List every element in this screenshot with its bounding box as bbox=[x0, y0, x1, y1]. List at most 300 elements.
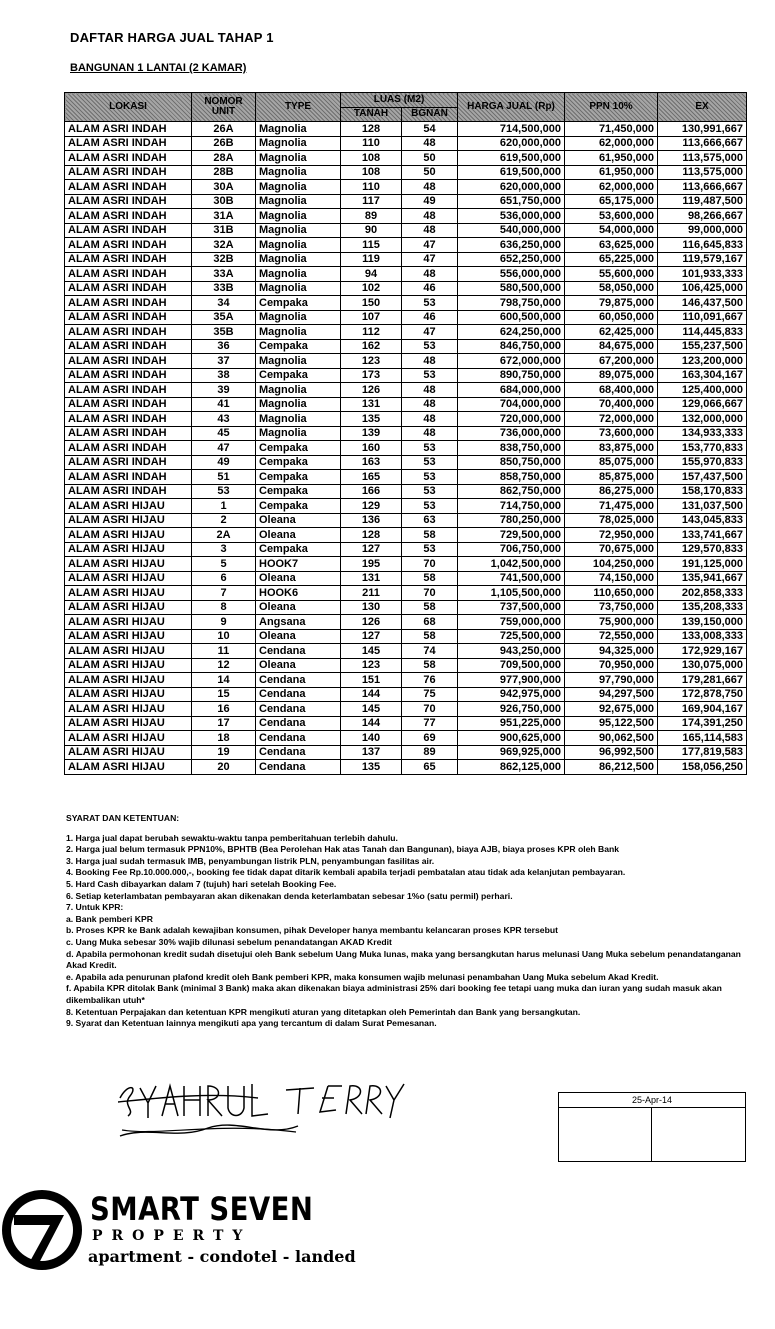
nomor-unit-cell: 11 bbox=[192, 644, 256, 659]
nomor-unit-cell: 35B bbox=[192, 325, 256, 340]
table-row bbox=[65, 731, 747, 746]
lokasi-cell: ALAM ASRI HIJAU bbox=[65, 528, 192, 543]
nomor-unit-cell: 16 bbox=[192, 702, 256, 717]
bgnan-cell: 70 bbox=[402, 557, 458, 572]
type-cell: Oleana bbox=[256, 528, 341, 543]
harga-jual-cell: 536,000,000 bbox=[458, 209, 565, 224]
nomor-unit-cell: 30A bbox=[192, 180, 256, 195]
type-cell: Magnolia bbox=[256, 354, 341, 369]
type-cell: Cendana bbox=[256, 716, 341, 731]
ppn-cell: 73,600,000 bbox=[565, 426, 658, 441]
ex-cell: 114,445,833 bbox=[658, 325, 747, 340]
ppn-cell: 96,992,500 bbox=[565, 745, 658, 760]
harga-jual-cell: 1,042,500,000 bbox=[458, 557, 565, 572]
nomor-unit-cell: 2A bbox=[192, 528, 256, 543]
brand-name: SMART SEVEN bbox=[90, 1190, 314, 1228]
harga-jual-cell: 620,000,000 bbox=[458, 136, 565, 151]
table-row bbox=[65, 238, 747, 253]
tanah-cell: 135 bbox=[341, 760, 402, 775]
tanah-cell: 117 bbox=[341, 194, 402, 209]
type-cell: Magnolia bbox=[256, 325, 341, 340]
lokasi-cell: ALAM ASRI INDAH bbox=[65, 122, 192, 137]
type-cell: Angsana bbox=[256, 615, 341, 630]
ppn-cell: 89,075,000 bbox=[565, 368, 658, 383]
ppn-cell: 86,275,000 bbox=[565, 484, 658, 499]
bgnan-cell: 69 bbox=[402, 731, 458, 746]
lokasi-cell: ALAM ASRI HIJAU bbox=[65, 571, 192, 586]
lokasi-cell: ALAM ASRI INDAH bbox=[65, 426, 192, 441]
ppn-cell: 79,875,000 bbox=[565, 296, 658, 311]
tanah-cell: 128 bbox=[341, 122, 402, 137]
ex-cell: 177,819,583 bbox=[658, 745, 747, 760]
table-row bbox=[65, 180, 747, 195]
ex-cell: 113,666,667 bbox=[658, 136, 747, 151]
type-cell: Cendana bbox=[256, 673, 341, 688]
date-box bbox=[558, 1092, 746, 1162]
ex-cell: 158,056,250 bbox=[658, 760, 747, 775]
nomor-unit-cell: 5 bbox=[192, 557, 256, 572]
harga-jual-cell: 850,750,000 bbox=[458, 455, 565, 470]
terms-item: 1. Harga jual dapat berubah sewaktu-waktu tanpa pemberitahuan terlebih dahulu. bbox=[66, 832, 398, 843]
harga-jual-cell: 720,000,000 bbox=[458, 412, 565, 427]
ppn-cell: 72,000,000 bbox=[565, 412, 658, 427]
header-tanah: TANAH bbox=[341, 107, 402, 122]
terms-section bbox=[66, 813, 756, 1030]
table-row bbox=[65, 528, 747, 543]
table-row bbox=[65, 426, 747, 441]
nomor-unit-cell: 47 bbox=[192, 441, 256, 456]
table-row bbox=[65, 441, 747, 456]
table-row bbox=[65, 165, 747, 180]
ex-cell: 113,575,000 bbox=[658, 165, 747, 180]
ppn-cell: 61,950,000 bbox=[565, 151, 658, 166]
ppn-cell: 67,200,000 bbox=[565, 354, 658, 369]
bgnan-cell: 89 bbox=[402, 745, 458, 760]
nomor-unit-cell: 37 bbox=[192, 354, 256, 369]
type-cell: Cendana bbox=[256, 760, 341, 775]
header-harga-jual: HARGA JUAL (Rp) bbox=[458, 93, 565, 122]
bgnan-cell: 63 bbox=[402, 513, 458, 528]
page-title: DAFTAR HARGA JUAL TAHAP 1 bbox=[70, 30, 274, 45]
type-cell: Magnolia bbox=[256, 223, 341, 238]
ppn-cell: 73,750,000 bbox=[565, 600, 658, 615]
nomor-unit-cell: 34 bbox=[192, 296, 256, 311]
terms-heading: SYARAT DAN KETENTUAN: bbox=[66, 813, 180, 823]
nomor-unit-cell: 15 bbox=[192, 687, 256, 702]
lokasi-cell: ALAM ASRI HIJAU bbox=[65, 513, 192, 528]
tanah-cell: 90 bbox=[341, 223, 402, 238]
lokasi-cell: ALAM ASRI INDAH bbox=[65, 151, 192, 166]
type-cell: HOOK7 bbox=[256, 557, 341, 572]
harga-jual-cell: 714,500,000 bbox=[458, 122, 565, 137]
table-row bbox=[65, 252, 747, 267]
ex-cell: 163,304,167 bbox=[658, 368, 747, 383]
lokasi-cell: ALAM ASRI INDAH bbox=[65, 209, 192, 224]
lokasi-cell: ALAM ASRI HIJAU bbox=[65, 745, 192, 760]
harga-jual-cell: 651,750,000 bbox=[458, 194, 565, 209]
bgnan-cell: 58 bbox=[402, 571, 458, 586]
terms-list bbox=[66, 833, 756, 1030]
harga-jual-cell: 977,900,000 bbox=[458, 673, 565, 688]
terms-item: f. Apabila KPR ditolak Bank (minimal 3 Bank) maka akan dikenakan biaya administrasi 25% dari booking fee tetapi uang muka dan iuran yang sudah masuk akan dikembalikan utuh* bbox=[66, 983, 722, 1005]
harga-jual-cell: 706,750,000 bbox=[458, 542, 565, 557]
ppn-cell: 86,212,500 bbox=[565, 760, 658, 775]
bgnan-cell: 58 bbox=[402, 528, 458, 543]
table-row bbox=[65, 629, 747, 644]
brand-sub: PROPERTY bbox=[92, 1228, 252, 1244]
table-row bbox=[65, 658, 747, 673]
ppn-cell: 110,650,000 bbox=[565, 586, 658, 601]
lokasi-cell: ALAM ASRI HIJAU bbox=[65, 658, 192, 673]
lokasi-cell: ALAM ASRI INDAH bbox=[65, 441, 192, 456]
tanah-cell: 145 bbox=[341, 644, 402, 659]
lokasi-cell: ALAM ASRI INDAH bbox=[65, 484, 192, 499]
ex-cell: 169,904,167 bbox=[658, 702, 747, 717]
header-luas: LUAS (M2) bbox=[341, 93, 458, 108]
tanah-cell: 89 bbox=[341, 209, 402, 224]
lokasi-cell: ALAM ASRI HIJAU bbox=[65, 673, 192, 688]
ppn-cell: 78,025,000 bbox=[565, 513, 658, 528]
ex-cell: 143,045,833 bbox=[658, 513, 747, 528]
ex-cell: 155,970,833 bbox=[658, 455, 747, 470]
ex-cell: 135,208,333 bbox=[658, 600, 747, 615]
header-nomor-unit: NOMOR UNIT bbox=[192, 93, 256, 122]
tanah-cell: 135 bbox=[341, 412, 402, 427]
nomor-unit-cell: 39 bbox=[192, 383, 256, 398]
bgnan-cell: 48 bbox=[402, 136, 458, 151]
tanah-cell: 123 bbox=[341, 354, 402, 369]
table-row bbox=[65, 151, 747, 166]
ppn-cell: 70,400,000 bbox=[565, 397, 658, 412]
type-cell: Magnolia bbox=[256, 209, 341, 224]
bgnan-cell: 53 bbox=[402, 542, 458, 557]
ex-cell: 110,091,667 bbox=[658, 310, 747, 325]
date-box-divider bbox=[651, 1108, 652, 1161]
lokasi-cell: ALAM ASRI HIJAU bbox=[65, 557, 192, 572]
nomor-unit-cell: 3 bbox=[192, 542, 256, 557]
terms-item: c. Uang Muka sebesar 30% wajib dilunasi sebelum penandatangan AKAD Kredit bbox=[66, 936, 392, 947]
lokasi-cell: ALAM ASRI HIJAU bbox=[65, 600, 192, 615]
lokasi-cell: ALAM ASRI HIJAU bbox=[65, 702, 192, 717]
harga-jual-cell: 951,225,000 bbox=[458, 716, 565, 731]
ppn-cell: 68,400,000 bbox=[565, 383, 658, 398]
handwritten-signature bbox=[118, 1078, 408, 1148]
type-cell: Cendana bbox=[256, 702, 341, 717]
ppn-cell: 83,875,000 bbox=[565, 441, 658, 456]
nomor-unit-cell: 38 bbox=[192, 368, 256, 383]
ex-cell: 132,000,000 bbox=[658, 412, 747, 427]
lokasi-cell: ALAM ASRI INDAH bbox=[65, 339, 192, 354]
lokasi-cell: ALAM ASRI INDAH bbox=[65, 281, 192, 296]
ppn-cell: 60,050,000 bbox=[565, 310, 658, 325]
type-cell: Cempaka bbox=[256, 499, 341, 514]
type-cell: Magnolia bbox=[256, 122, 341, 137]
terms-item: a. Bank pemberi KPR bbox=[66, 913, 153, 924]
bgnan-cell: 77 bbox=[402, 716, 458, 731]
bgnan-cell: 68 bbox=[402, 615, 458, 630]
table-row bbox=[65, 296, 747, 311]
ex-cell: 119,487,500 bbox=[658, 194, 747, 209]
table-row bbox=[65, 513, 747, 528]
bgnan-cell: 74 bbox=[402, 644, 458, 659]
ex-cell: 106,425,000 bbox=[658, 281, 747, 296]
ppn-cell: 62,425,000 bbox=[565, 325, 658, 340]
harga-jual-cell: 741,500,000 bbox=[458, 571, 565, 586]
bgnan-cell: 46 bbox=[402, 310, 458, 325]
nomor-unit-cell: 53 bbox=[192, 484, 256, 499]
harga-jual-cell: 709,500,000 bbox=[458, 658, 565, 673]
lokasi-cell: ALAM ASRI INDAH bbox=[65, 238, 192, 253]
ex-cell: 125,400,000 bbox=[658, 383, 747, 398]
price-table bbox=[64, 92, 747, 775]
bgnan-cell: 53 bbox=[402, 368, 458, 383]
nomor-unit-cell: 31B bbox=[192, 223, 256, 238]
harga-jual-cell: 704,000,000 bbox=[458, 397, 565, 412]
ppn-cell: 97,790,000 bbox=[565, 673, 658, 688]
tanah-cell: 102 bbox=[341, 281, 402, 296]
ppn-cell: 62,000,000 bbox=[565, 136, 658, 151]
nomor-unit-cell: 9 bbox=[192, 615, 256, 630]
nomor-unit-cell: 1 bbox=[192, 499, 256, 514]
ppn-cell: 53,600,000 bbox=[565, 209, 658, 224]
nomor-unit-cell: 20 bbox=[192, 760, 256, 775]
lokasi-cell: ALAM ASRI INDAH bbox=[65, 180, 192, 195]
table-row bbox=[65, 687, 747, 702]
lokasi-cell: ALAM ASRI HIJAU bbox=[65, 731, 192, 746]
tanah-cell: 126 bbox=[341, 383, 402, 398]
table-row bbox=[65, 368, 747, 383]
nomor-unit-cell: 26B bbox=[192, 136, 256, 151]
nomor-unit-cell: 49 bbox=[192, 455, 256, 470]
terms-item: d. Apabila permohonan kredit sudah disetujui oleh Bank sebelum Uang Muka lunas, maka yang bersangkutan harus melunasi Uang Muka sebelum penandatanganan Akad Kredit. bbox=[66, 948, 741, 971]
nomor-unit-cell: 32B bbox=[192, 252, 256, 267]
harga-jual-cell: 619,500,000 bbox=[458, 151, 565, 166]
tanah-cell: 137 bbox=[341, 745, 402, 760]
harga-jual-cell: 969,925,000 bbox=[458, 745, 565, 760]
ex-cell: 133,008,333 bbox=[658, 629, 747, 644]
lokasi-cell: ALAM ASRI INDAH bbox=[65, 165, 192, 180]
date-value: 25-Apr-14 bbox=[559, 1093, 745, 1108]
harga-jual-cell: 729,500,000 bbox=[458, 528, 565, 543]
lokasi-cell: ALAM ASRI HIJAU bbox=[65, 716, 192, 731]
ex-cell: 129,066,667 bbox=[658, 397, 747, 412]
lokasi-cell: ALAM ASRI INDAH bbox=[65, 310, 192, 325]
terms-item: 5. Hard Cash dibayarkan dalam 7 (tujuh) hari setelah Booking Fee. bbox=[66, 878, 337, 889]
ppn-cell: 84,675,000 bbox=[565, 339, 658, 354]
harga-jual-cell: 652,250,000 bbox=[458, 252, 565, 267]
tanah-cell: 129 bbox=[341, 499, 402, 514]
tanah-cell: 163 bbox=[341, 455, 402, 470]
ex-cell: 146,437,500 bbox=[658, 296, 747, 311]
bgnan-cell: 48 bbox=[402, 397, 458, 412]
tanah-cell: 123 bbox=[341, 658, 402, 673]
bgnan-cell: 48 bbox=[402, 354, 458, 369]
type-cell: HOOK6 bbox=[256, 586, 341, 601]
ex-cell: 202,858,333 bbox=[658, 586, 747, 601]
bgnan-cell: 53 bbox=[402, 499, 458, 514]
type-cell: Cendana bbox=[256, 731, 341, 746]
type-cell: Magnolia bbox=[256, 397, 341, 412]
tanah-cell: 144 bbox=[341, 687, 402, 702]
table-row bbox=[65, 571, 747, 586]
type-cell: Cempaka bbox=[256, 339, 341, 354]
type-cell: Oleana bbox=[256, 658, 341, 673]
ex-cell: 139,150,000 bbox=[658, 615, 747, 630]
tanah-cell: 173 bbox=[341, 368, 402, 383]
ex-cell: 129,570,833 bbox=[658, 542, 747, 557]
type-cell: Magnolia bbox=[256, 252, 341, 267]
ppn-cell: 94,325,000 bbox=[565, 644, 658, 659]
lokasi-cell: ALAM ASRI HIJAU bbox=[65, 644, 192, 659]
ex-cell: 130,075,000 bbox=[658, 658, 747, 673]
tanah-cell: 131 bbox=[341, 397, 402, 412]
ppn-cell: 70,675,000 bbox=[565, 542, 658, 557]
bgnan-cell: 54 bbox=[402, 122, 458, 137]
tanah-cell: 127 bbox=[341, 629, 402, 644]
nomor-unit-cell: 45 bbox=[192, 426, 256, 441]
ex-cell: 130,991,667 bbox=[658, 122, 747, 137]
lokasi-cell: ALAM ASRI INDAH bbox=[65, 223, 192, 238]
type-cell: Magnolia bbox=[256, 310, 341, 325]
bgnan-cell: 53 bbox=[402, 339, 458, 354]
ppn-cell: 104,250,000 bbox=[565, 557, 658, 572]
ex-cell: 157,437,500 bbox=[658, 470, 747, 485]
terms-item: b. Proses KPR ke Bank adalah kewajiban konsumen, pihak Developer hanya membantu kelancaran proses KPR tersebut bbox=[66, 925, 558, 936]
nomor-unit-cell: 8 bbox=[192, 600, 256, 615]
nomor-unit-cell: 30B bbox=[192, 194, 256, 209]
harga-jual-cell: 620,000,000 bbox=[458, 180, 565, 195]
tanah-cell: 145 bbox=[341, 702, 402, 717]
type-cell: Magnolia bbox=[256, 151, 341, 166]
harga-jual-cell: 858,750,000 bbox=[458, 470, 565, 485]
type-cell: Cempaka bbox=[256, 484, 341, 499]
type-cell: Cempaka bbox=[256, 296, 341, 311]
nomor-unit-cell: 31A bbox=[192, 209, 256, 224]
nomor-unit-cell: 28A bbox=[192, 151, 256, 166]
nomor-unit-cell: 41 bbox=[192, 397, 256, 412]
tanah-cell: 112 bbox=[341, 325, 402, 340]
nomor-unit-cell: 28B bbox=[192, 165, 256, 180]
table-row bbox=[65, 615, 747, 630]
type-cell: Cempaka bbox=[256, 455, 341, 470]
type-cell: Cempaka bbox=[256, 542, 341, 557]
tanah-cell: 166 bbox=[341, 484, 402, 499]
type-cell: Magnolia bbox=[256, 165, 341, 180]
lokasi-cell: ALAM ASRI INDAH bbox=[65, 136, 192, 151]
tanah-cell: 195 bbox=[341, 557, 402, 572]
type-cell: Cendana bbox=[256, 745, 341, 760]
tanah-cell: 108 bbox=[341, 151, 402, 166]
type-cell: Magnolia bbox=[256, 136, 341, 151]
table-row bbox=[65, 760, 747, 775]
harga-jual-cell: 780,250,000 bbox=[458, 513, 565, 528]
bgnan-cell: 53 bbox=[402, 470, 458, 485]
bgnan-cell: 48 bbox=[402, 180, 458, 195]
bgnan-cell: 50 bbox=[402, 165, 458, 180]
tanah-cell: 128 bbox=[341, 528, 402, 543]
header-ex: EX bbox=[658, 93, 747, 122]
lokasi-cell: ALAM ASRI HIJAU bbox=[65, 760, 192, 775]
harga-jual-cell: 890,750,000 bbox=[458, 368, 565, 383]
harga-jual-cell: 737,500,000 bbox=[458, 600, 565, 615]
table-row bbox=[65, 310, 747, 325]
tanah-cell: 139 bbox=[341, 426, 402, 441]
brand-tagline: apartment - condotel - landed bbox=[88, 1247, 356, 1266]
terms-item: 4. Booking Fee Rp.10.000.000,-, booking fee tidak dapat ditarik kembali apabila terjadi pembatalan atau tidak ada kelanjutan pembayaran. bbox=[66, 867, 626, 878]
ppn-cell: 65,225,000 bbox=[565, 252, 658, 267]
ppn-cell: 54,000,000 bbox=[565, 223, 658, 238]
bgnan-cell: 58 bbox=[402, 658, 458, 673]
nomor-unit-cell: 35A bbox=[192, 310, 256, 325]
nomor-unit-cell: 18 bbox=[192, 731, 256, 746]
table-row bbox=[65, 586, 747, 601]
harga-jual-cell: 942,975,000 bbox=[458, 687, 565, 702]
bgnan-cell: 53 bbox=[402, 296, 458, 311]
tanah-cell: 127 bbox=[341, 542, 402, 557]
header-type: TYPE bbox=[256, 93, 341, 122]
terms-item: 2. Harga jual belum termasuk PPN10%, BPHTB (Bea Perolehan Hak atas Tanah dan Bangunan), biaya AJB, biaya proses KPR oleh Bank bbox=[66, 844, 620, 855]
ppn-cell: 65,175,000 bbox=[565, 194, 658, 209]
lokasi-cell: ALAM ASRI HIJAU bbox=[65, 586, 192, 601]
lokasi-cell: ALAM ASRI INDAH bbox=[65, 383, 192, 398]
table-row bbox=[65, 194, 747, 209]
ppn-cell: 92,675,000 bbox=[565, 702, 658, 717]
tanah-cell: 151 bbox=[341, 673, 402, 688]
nomor-unit-cell: 51 bbox=[192, 470, 256, 485]
type-cell: Magnolia bbox=[256, 281, 341, 296]
nomor-unit-cell: 6 bbox=[192, 571, 256, 586]
tanah-cell: 144 bbox=[341, 716, 402, 731]
bgnan-cell: 65 bbox=[402, 760, 458, 775]
ex-cell: 172,929,167 bbox=[658, 644, 747, 659]
harga-jual-cell: 862,750,000 bbox=[458, 484, 565, 499]
bgnan-cell: 48 bbox=[402, 223, 458, 238]
tanah-cell: 136 bbox=[341, 513, 402, 528]
ex-cell: 174,391,250 bbox=[658, 716, 747, 731]
ppn-cell: 90,062,500 bbox=[565, 731, 658, 746]
type-cell: Cempaka bbox=[256, 470, 341, 485]
tanah-cell: 162 bbox=[341, 339, 402, 354]
bgnan-cell: 70 bbox=[402, 586, 458, 601]
tanah-cell: 140 bbox=[341, 731, 402, 746]
tanah-cell: 211 bbox=[341, 586, 402, 601]
ppn-cell: 94,297,500 bbox=[565, 687, 658, 702]
table-row bbox=[65, 136, 747, 151]
ppn-cell: 70,950,000 bbox=[565, 658, 658, 673]
nomor-unit-cell: 26A bbox=[192, 122, 256, 137]
nomor-unit-cell: 32A bbox=[192, 238, 256, 253]
header-ppn: PPN 10% bbox=[565, 93, 658, 122]
ex-cell: 135,941,667 bbox=[658, 571, 747, 586]
table-row bbox=[65, 542, 747, 557]
bgnan-cell: 48 bbox=[402, 426, 458, 441]
table-row bbox=[65, 702, 747, 717]
ppn-cell: 61,950,000 bbox=[565, 165, 658, 180]
harga-jual-cell: 540,000,000 bbox=[458, 223, 565, 238]
tanah-cell: 150 bbox=[341, 296, 402, 311]
ex-cell: 113,666,667 bbox=[658, 180, 747, 195]
harga-jual-cell: 926,750,000 bbox=[458, 702, 565, 717]
tanah-cell: 115 bbox=[341, 238, 402, 253]
table-row bbox=[65, 325, 747, 340]
tanah-cell: 131 bbox=[341, 571, 402, 586]
bgnan-cell: 76 bbox=[402, 673, 458, 688]
type-cell: Oleana bbox=[256, 629, 341, 644]
bgnan-cell: 58 bbox=[402, 600, 458, 615]
type-cell: Cendana bbox=[256, 687, 341, 702]
ex-cell: 123,200,000 bbox=[658, 354, 747, 369]
bgnan-cell: 48 bbox=[402, 267, 458, 282]
